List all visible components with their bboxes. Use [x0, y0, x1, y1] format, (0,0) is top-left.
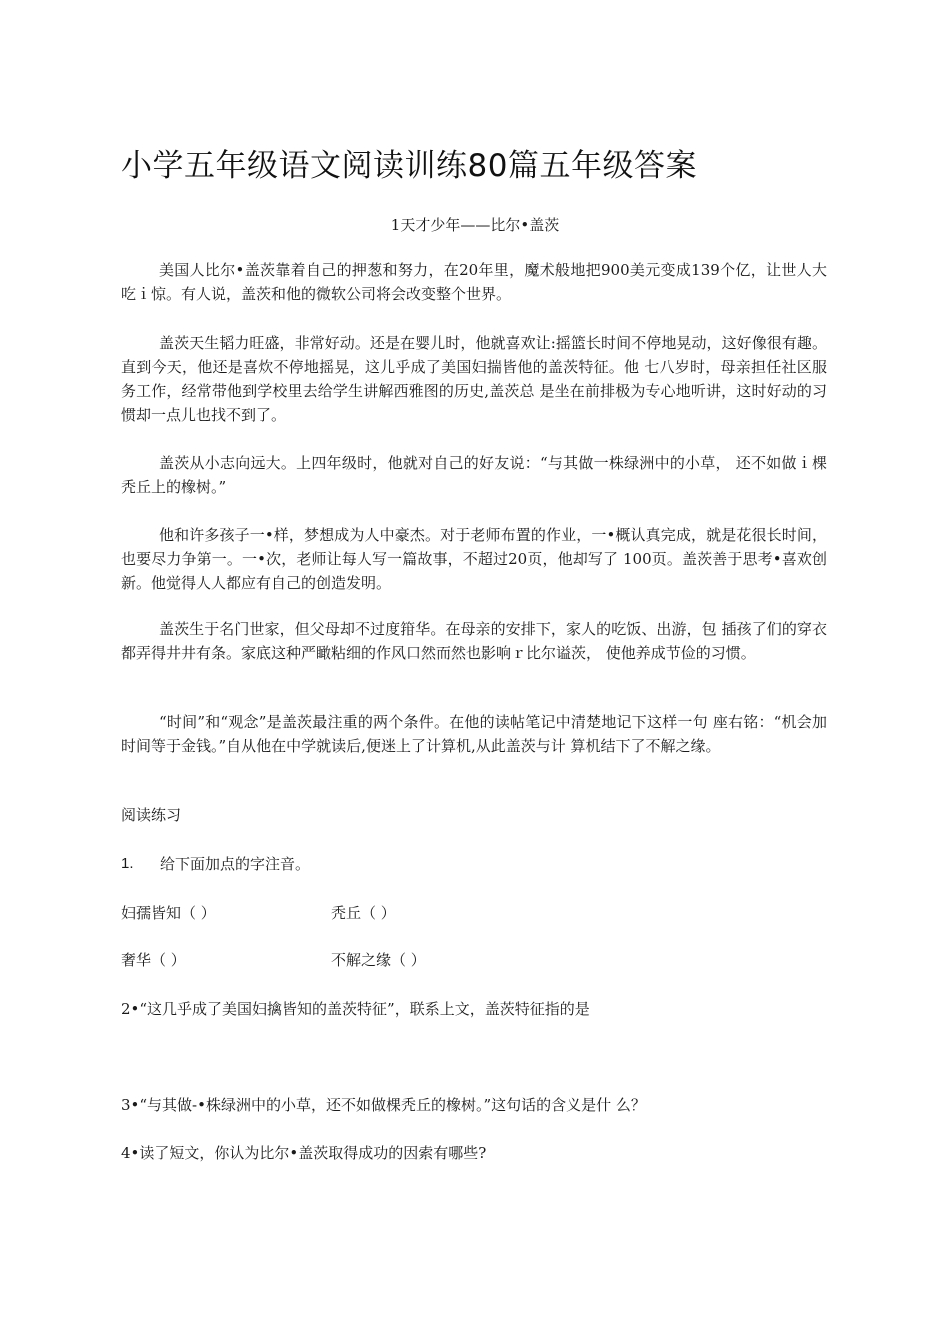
pinyin-item-3: 奢华（ ） [121, 951, 186, 969]
pinyin-item-2: 秃丘（ ） [331, 904, 396, 922]
question-1-text: 给下面加点的字注音。 [160, 855, 311, 873]
paragraph-1: 美国人比尔•盖茨靠着自己的押葱和努力，在20年里，魔术般地把900美元变成139个亿，让世人大吃ｉ惊。有人说，盖茨和他的微软公司将会改变整个世界。 [121, 261, 827, 303]
question-3: 3•“与其做-•株绿洲中的小草，还不如做棵秃丘的橡树。”这句话的含义是什 么？ [121, 1096, 646, 1114]
paragraph-5: 盖茨生于名门世家，但父母却不过度箝华。在母亲的安排下，家人的吃饭、出游，包 插孩了们的穿衣都弄得井井有条。家底这种严瞰粘细的作风口然而然也影响ｒ比尔谥茨， 使他养成节俭的习惯。 [121, 620, 827, 662]
question-4: 4•读了短文，你认为比尔•盖茨取得成功的因索有哪些? [121, 1144, 487, 1162]
paragraph-4: 他和许多孩子一•样，梦想成为人中豪杰。对于老师布置的作业，一•概认真完成，就是花很长时间，也要尽力争第一。一•次，老师让每人写一篇故事，不超过20页，他却写了 100页。盖茨善于思考•喜欢创新。他觉得人人都应有自己的创造发明。 [121, 526, 827, 592]
paragraph-2: 盖茨天生韬力旺盛，非常好动。还是在婴儿时，他就喜欢让:摇篮长时间不停地晃动，这好像很有趣。直到今天，他还是喜炊不停地摇晃，这儿乎成了美国妇揣皆他的盖茨特征。他 七八岁时，母亲担任社区服务工作，经常带他到学校里去给学生讲解西雅图的历史,盖茨总 是坐在前排极为专心地听讲，这时好动的习惯却一点儿也找不到了。 [121, 334, 827, 424]
article-subtitle: 1天才少年——比尔•盖茨 [390, 216, 560, 234]
document-title: 小学五年级语文阅读训练80篇五年级答案 [121, 148, 697, 184]
question-1-number: 1. [121, 855, 134, 872]
paragraph-3: 盖茨从小志向远大。上四年级时，他就对自己的好友说：“与其做一株绿洲中的小草， 还不如做ｉ棵秃丘上的橡树。” [121, 454, 827, 496]
pinyin-item-4: 不解之缘（ ） [331, 951, 426, 969]
exercise-heading: 阅读练习 [121, 806, 182, 824]
question-2: 2•“这几乎成了美国妇擒皆知的盖茨特征”，联系上文，盖茨特征指的是 [121, 1000, 590, 1018]
pinyin-item-1: 妇孺皆知（ ） [121, 904, 216, 922]
paragraph-6: “时间”和“观念”是盖茨最注重的两个条件。在他的读帖笔记中清楚地记下这样一句 座右铭：“机会加时间等于金钱。”自从他在中学就读后,便迷上了计算机,从此盖茨与计 算机结下了不解之缘。 [121, 713, 827, 755]
